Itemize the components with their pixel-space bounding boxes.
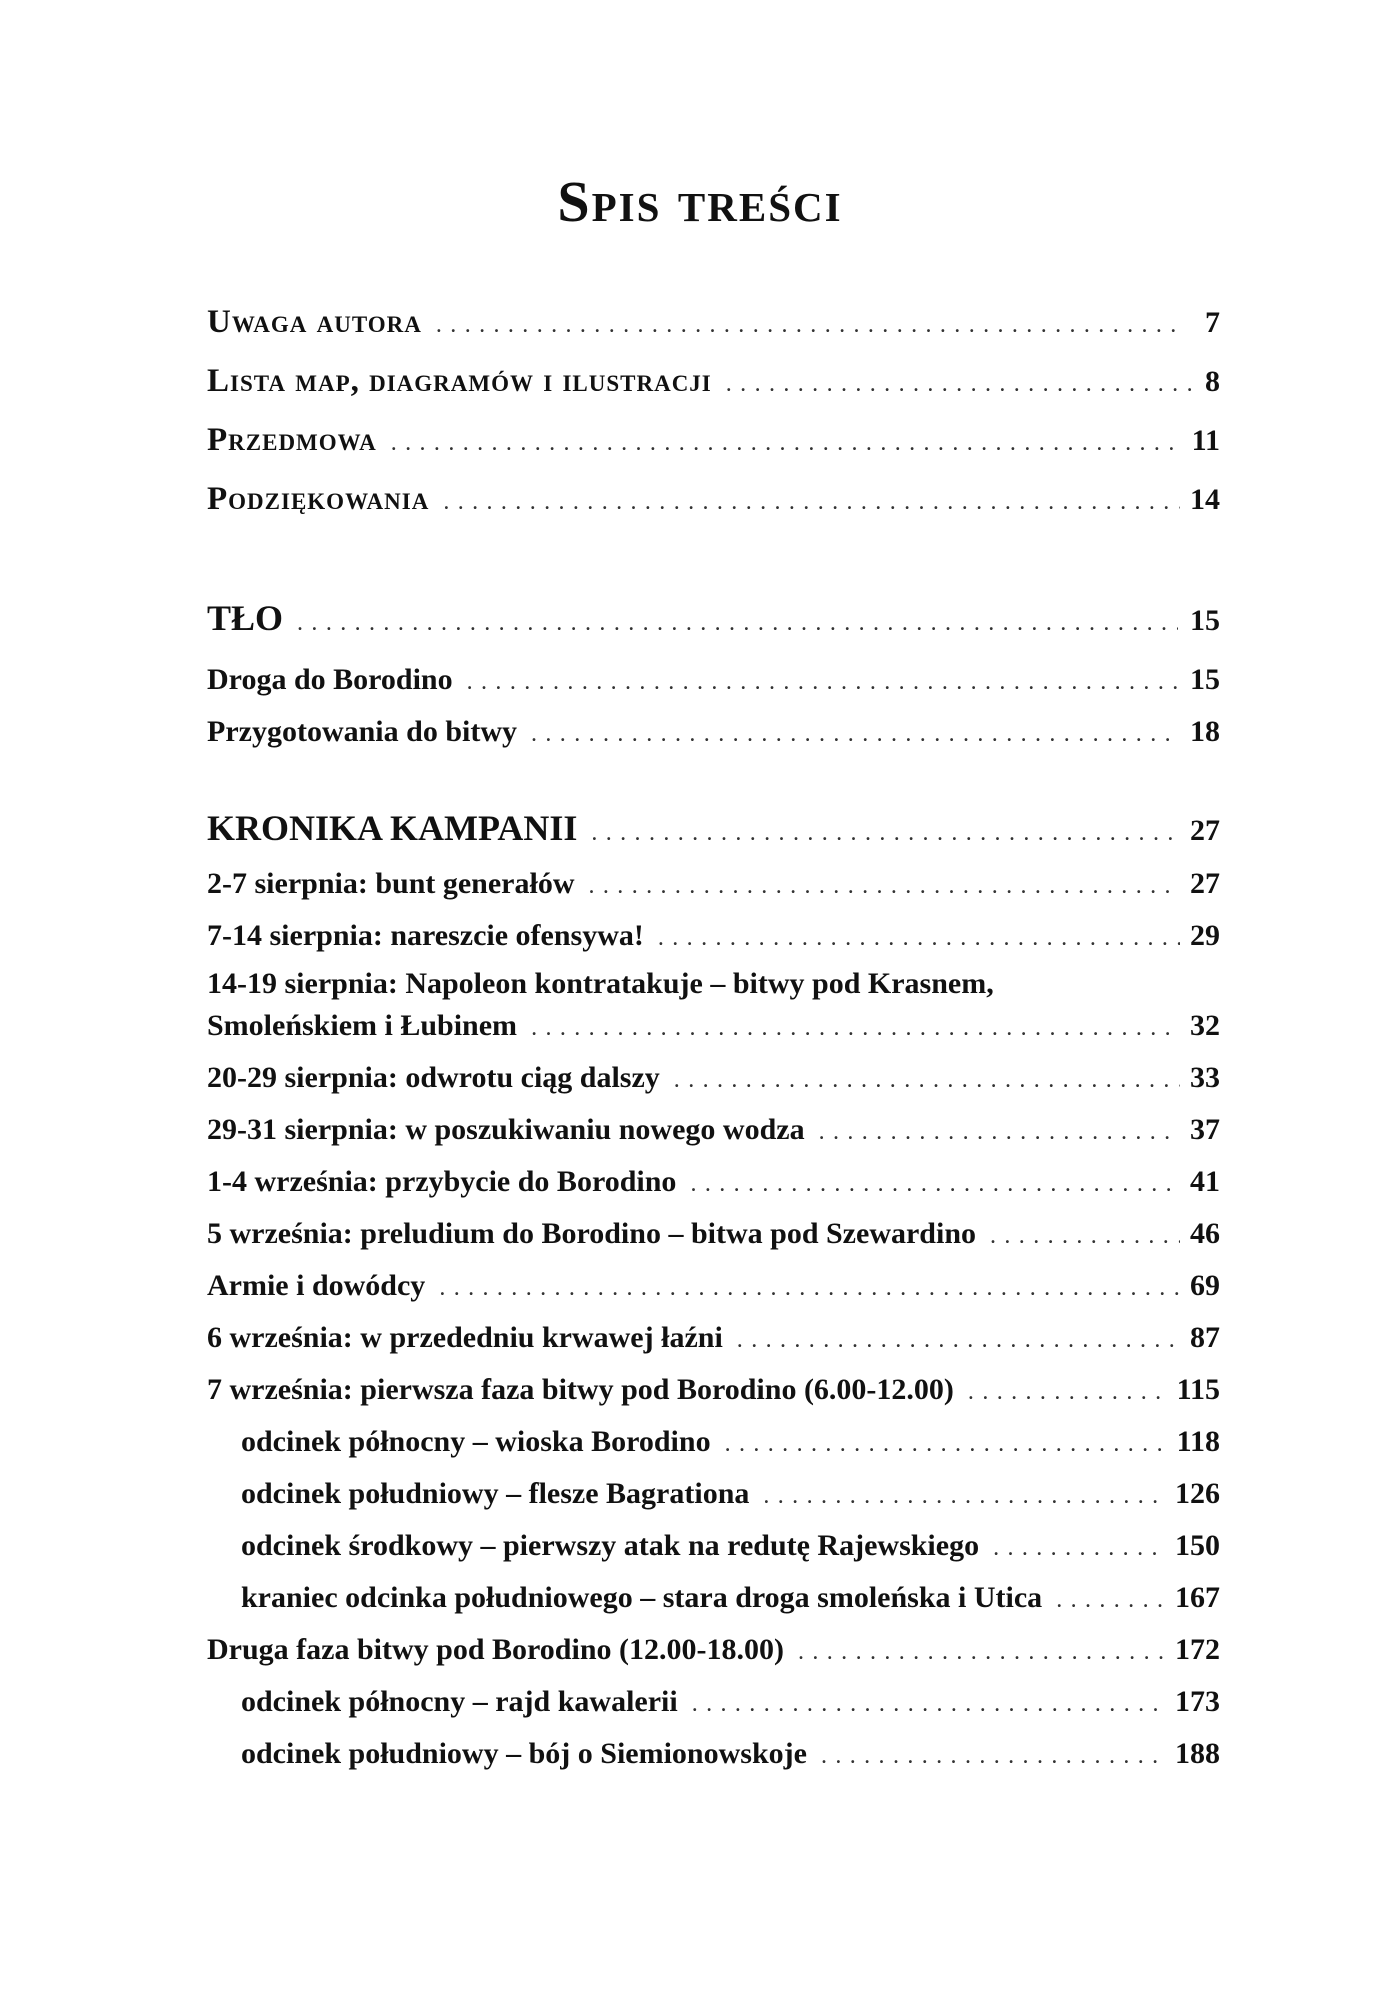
toc-entry-label: Lista map, diagramów i ilustracji	[207, 363, 712, 399]
dot-leader	[993, 1528, 1165, 1568]
toc-entry-przedmowa[interactable]	[207, 420, 1220, 463]
dot-leader	[725, 1424, 1167, 1464]
page-title: Spis treści	[557, 169, 843, 234]
toc-entry[interactable]	[207, 660, 1220, 702]
dot-leader	[531, 714, 1180, 754]
toc-entry-page: 41	[1190, 1165, 1220, 1198]
dot-leader	[821, 1736, 1165, 1776]
toc-entry-label: odcinek północny – wioska Borodino	[241, 1425, 711, 1458]
dot-leader	[439, 1268, 1180, 1308]
dot-leader	[589, 866, 1181, 906]
toc-entry-label: 7 września: pierwsza faza bitwy pod Borodino (6.00-12.00)	[207, 1373, 954, 1406]
dot-leader	[658, 918, 1180, 958]
toc-entry[interactable]	[207, 1110, 1220, 1152]
toc-entry-podziekowania[interactable]	[207, 479, 1220, 522]
toc-entry-page: 69	[1190, 1269, 1220, 1302]
toc-entry-page: 172	[1175, 1633, 1220, 1666]
toc-entry-label: 20-29 sierpnia: odwrotu ciąg dalszy	[207, 1061, 660, 1094]
toc-entry-page: 11	[1191, 424, 1220, 457]
toc-entry[interactable]	[207, 1318, 1220, 1360]
toc-subentry[interactable]	[241, 1734, 1220, 1776]
toc-entry-label: Smoleńskiem i Łubinem	[207, 1009, 518, 1042]
toc-entry[interactable]	[207, 1266, 1220, 1308]
toc-entry[interactable]	[207, 1162, 1220, 1204]
toc-entry-label: 29-31 sierpnia: w poszukiwaniu nowego wodza	[207, 1113, 805, 1146]
dot-leader	[436, 305, 1183, 345]
toc-entry-label: 2-7 sierpnia: bunt generałów	[207, 867, 575, 900]
dot-leader	[763, 1476, 1165, 1516]
toc-subentry[interactable]	[241, 1474, 1220, 1516]
toc-subentry[interactable]	[241, 1578, 1220, 1620]
toc-entry-page: 15	[1190, 604, 1220, 637]
toc-entry-label: 1-4 września: przybycie do Borodino	[207, 1165, 677, 1198]
toc-entry-page: 29	[1190, 919, 1220, 952]
toc-entry-label: Przygotowania do bitwy	[207, 715, 517, 748]
toc-section-tlo[interactable]	[207, 598, 1220, 643]
dot-leader	[1056, 1580, 1165, 1620]
toc-entry-label: odcinek południowy – flesze Bagrationa	[241, 1477, 750, 1510]
toc-entry-label: Podziękowania	[207, 481, 430, 517]
toc-entry[interactable]	[207, 712, 1220, 754]
toc-subentry[interactable]	[241, 1526, 1220, 1568]
toc-entry[interactable]	[207, 1058, 1220, 1100]
dot-leader	[443, 482, 1180, 522]
toc-entry-page: 173	[1175, 1685, 1220, 1718]
toc-entry-page: 8	[1205, 365, 1220, 398]
toc-entry[interactable]	[207, 1214, 1220, 1256]
dot-leader	[968, 1372, 1167, 1412]
dot-leader	[391, 423, 1181, 463]
toc-entry-label: Armie i dowódcy	[207, 1269, 426, 1302]
toc-entry-label: odcinek środkowy – pierwszy atak na redutę Rajewskiego	[241, 1529, 980, 1562]
dot-leader	[990, 1216, 1180, 1256]
toc-entry-label: odcinek północny – rajd kawalerii	[241, 1685, 678, 1718]
toc-entry-uwaga-autora[interactable]	[207, 302, 1220, 345]
toc-entry-page: 18	[1190, 715, 1220, 748]
toc-entry-page: 14	[1190, 483, 1220, 516]
toc-entry-page: 37	[1190, 1113, 1220, 1146]
toc-entry-page: 46	[1190, 1217, 1220, 1250]
toc-entry-page: 32	[1190, 1009, 1220, 1042]
toc-entry-page: 118	[1176, 1425, 1220, 1458]
toc-entry-page: 167	[1175, 1581, 1220, 1614]
dot-leader	[467, 662, 1180, 702]
toc-subentry[interactable]	[241, 1682, 1220, 1724]
toc-entry[interactable]	[207, 1370, 1220, 1412]
toc-entry-label-line1: 14-19 sierpnia: Napoleon kontratakuje – bitwy pod Krasnem,	[207, 967, 994, 1000]
toc-entry[interactable]	[207, 916, 1220, 958]
toc-entry[interactable]	[207, 1006, 1220, 1048]
toc-entry-label: Przedmowa	[207, 422, 377, 458]
dot-leader	[692, 1684, 1165, 1724]
toc-entry-lista-map[interactable]	[207, 361, 1220, 404]
toc-entry-page: 15	[1190, 663, 1220, 696]
toc-entry[interactable]	[207, 1630, 1220, 1672]
toc-entry-label: odcinek południowy – bój o Siemionowskoje	[241, 1737, 807, 1770]
toc-entry-label: 7-14 sierpnia: nareszcie ofensywa!	[207, 919, 644, 952]
toc-entry-label: 5 września: preludium do Borodino – bitwa pod Szewardino	[207, 1217, 976, 1250]
dot-leader	[674, 1060, 1180, 1100]
toc-section-label: KRONIKA KAMPANII	[207, 808, 578, 848]
toc-entry-page: 27	[1190, 814, 1220, 847]
toc-entry-page: 150	[1175, 1529, 1220, 1562]
toc-entry-label: 6 września: w przededniu krwawej łaźni	[207, 1321, 723, 1354]
toc-entry-page: 7	[1205, 306, 1220, 339]
toc-section-label: TŁO	[207, 598, 284, 638]
dot-leader	[726, 364, 1193, 404]
toc-entry-label: Uwaga autora	[207, 304, 422, 340]
dot-leader	[737, 1320, 1180, 1360]
toc-entry-page: 33	[1190, 1061, 1220, 1094]
dot-leader	[297, 603, 1178, 643]
toc-section-kronika[interactable]	[207, 808, 1220, 853]
toc-entry-page: 188	[1175, 1737, 1220, 1770]
toc-entry-page: 115	[1176, 1373, 1220, 1406]
dot-leader	[798, 1632, 1165, 1672]
toc-entry-label: kraniec odcinka południowego – stara droga smoleńska i Utica	[241, 1581, 1043, 1614]
toc-entry-page: 87	[1190, 1321, 1220, 1354]
dot-leader	[591, 813, 1180, 853]
toc-entry-label: Droga do Borodino	[207, 663, 453, 696]
toc-entry-label: Druga faza bitwy pod Borodino (12.00-18.00)	[207, 1633, 784, 1666]
toc-entry[interactable]	[207, 864, 1220, 906]
dot-leader	[690, 1164, 1180, 1204]
dot-leader	[819, 1112, 1180, 1152]
toc-entry-page: 126	[1175, 1477, 1220, 1510]
toc-entry-page: 27	[1190, 867, 1220, 900]
dot-leader	[531, 1008, 1180, 1048]
toc-subentry[interactable]	[241, 1422, 1220, 1464]
